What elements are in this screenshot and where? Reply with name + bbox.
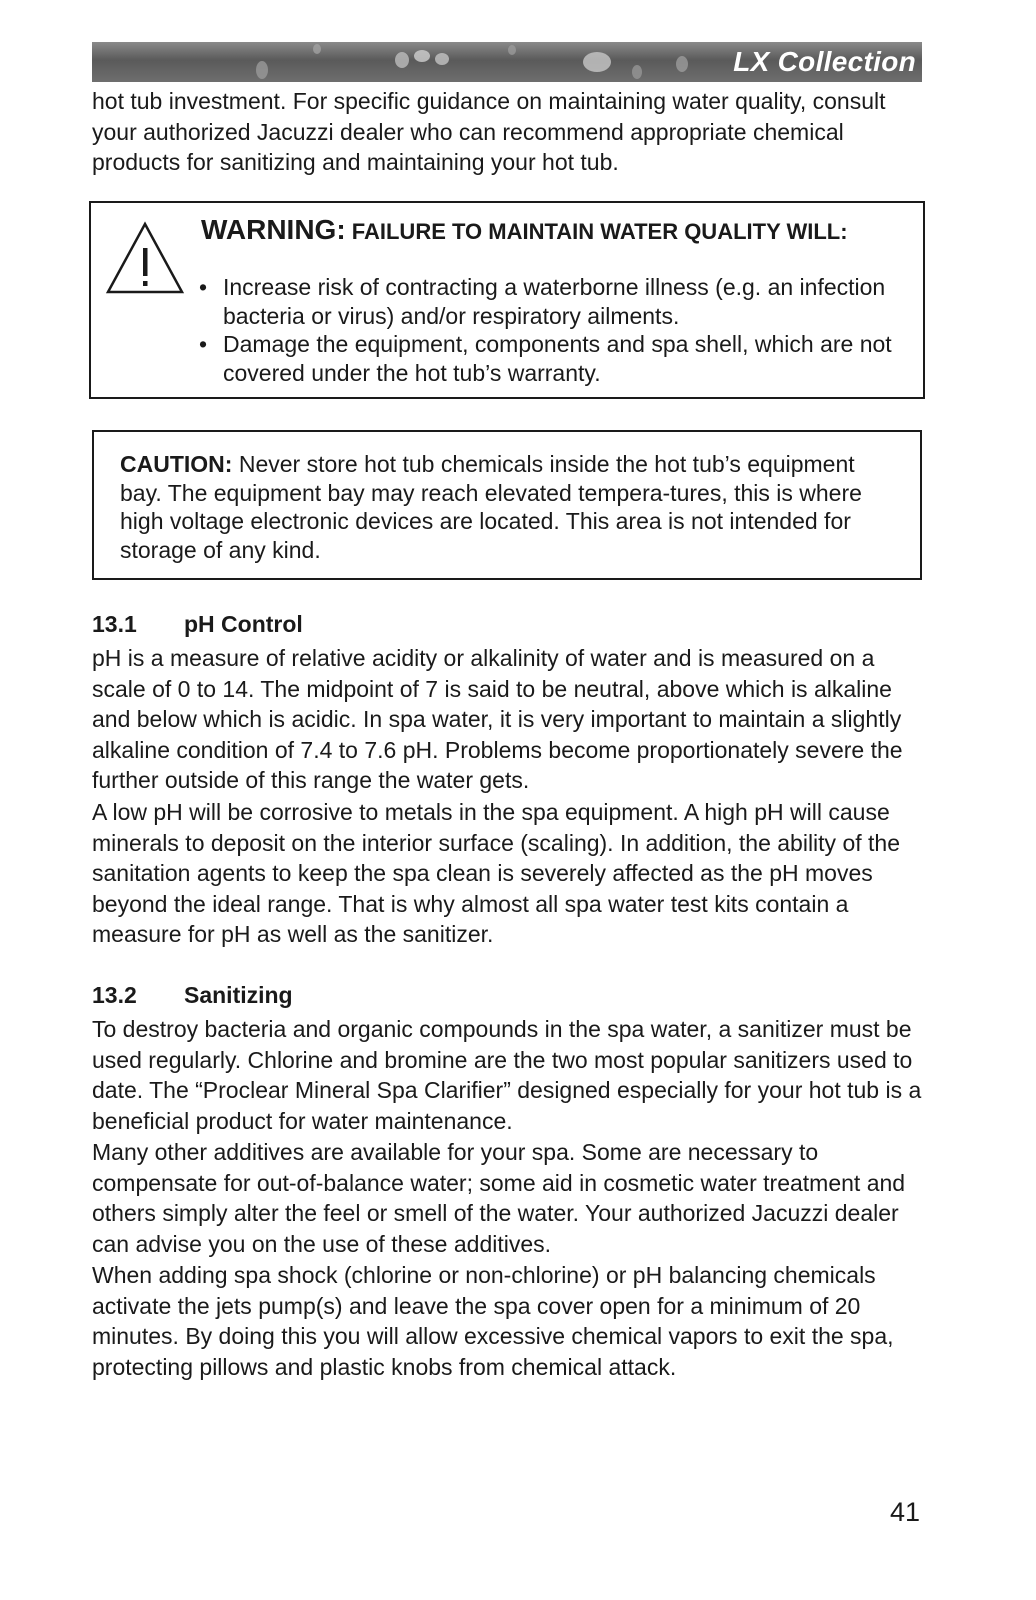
bullet-icon: • xyxy=(199,331,208,357)
warning-list-item: • Damage the equipment, components and spa shell, which are not covered under the hot tub’s warranty. xyxy=(199,331,892,386)
section-paragraph: When adding spa shock (chlorine or non-chlorine) or pH balancing chemicals activate the jets pump(s) and leave the spa cover open for a minimum of 20 minutes. By doing this you will allow excessive chemical vapors to exit the spa, protecting pillows and plastic knobs from chemical attack. xyxy=(92,1262,894,1380)
section-title: pH Control xyxy=(184,611,303,637)
warning-list xyxy=(197,273,897,387)
section-title: Sanitizing xyxy=(184,982,293,1008)
warning-triangle-icon xyxy=(104,220,186,296)
section-heading-sanitizing xyxy=(92,982,293,1009)
section-paragraph: Many other additives are available for your spa. Some are necessary to compensate for out-of-balance water; some aid in cosmetic water treatment and others simply alter the feel or smell of the water. Your authorized Jacuzzi dealer can advise you on the use of these additives. xyxy=(92,1139,906,1257)
section-number: 13.2 xyxy=(92,982,137,1008)
warning-label: WARNING: xyxy=(201,214,346,245)
section-heading-ph-control xyxy=(92,611,303,638)
warning-heading-text: FAILURE TO MAINTAIN WATER QUALITY WILL: xyxy=(345,219,848,244)
intro-paragraph: hot tub investment. For specific guidance on maintaining water quality, consult your authorized Jacuzzi dealer who can recommend appropriate chemical products for sanitizing and maintaining your hot tub. xyxy=(92,88,886,176)
header-banner xyxy=(92,42,922,82)
caution-text: CAUTION: Never store hot tub chemicals inside the hot tub’s equipment bay. The equipment bay may reach elevated tempera-tures, this is where high voltage electronic devices are located. This area is not intended for storage of any kind. xyxy=(120,451,862,563)
warning-box xyxy=(89,201,925,399)
section-number: 13.1 xyxy=(92,611,137,637)
bullet-icon: • xyxy=(199,274,208,300)
warning-list-item: • Increase risk of contracting a waterborne illness (e.g. an infection bacteria or virus) and/or respiratory ailments. xyxy=(199,274,886,329)
header-title: LX Collection xyxy=(733,46,916,77)
caution-label: CAUTION: xyxy=(120,451,233,477)
page-number: 41 xyxy=(889,1497,920,1527)
section-paragraph: pH is a measure of relative acidity or alkalinity of water and is measured on a scale of 0 to 14. The midpoint of 7 is said to be neutral, above which is alkaline and below which is acidic. In spa water, it is very important to maintain a slightly alkaline condition of 7.4 to 7.6 pH. Problems become proportionately severe the further outside of this range the water gets. xyxy=(92,645,903,794)
warning-heading xyxy=(201,214,901,248)
section-paragraph: To destroy bacteria and organic compounds in the spa water, a sanitizer must be used regularly. Chlorine and bromine are the two most popular sanitizers used to date. The “Proclear Mineral Spa Clarifier” designed especially for your hot tub is a beneficial product for water maintenance. xyxy=(92,1016,922,1134)
caution-box xyxy=(92,430,922,580)
section-paragraph: A low pH will be corrosive to metals in the spa equipment. A high pH will cause minerals to deposit on the interior surface (scaling). In addition, the ability of the sanitation agents to keep the spa clean is severely affected as the pH moves beyond the ideal range. That is why almost all spa water test kits contain a measure for pH as well as the sanitizer. xyxy=(92,799,900,948)
